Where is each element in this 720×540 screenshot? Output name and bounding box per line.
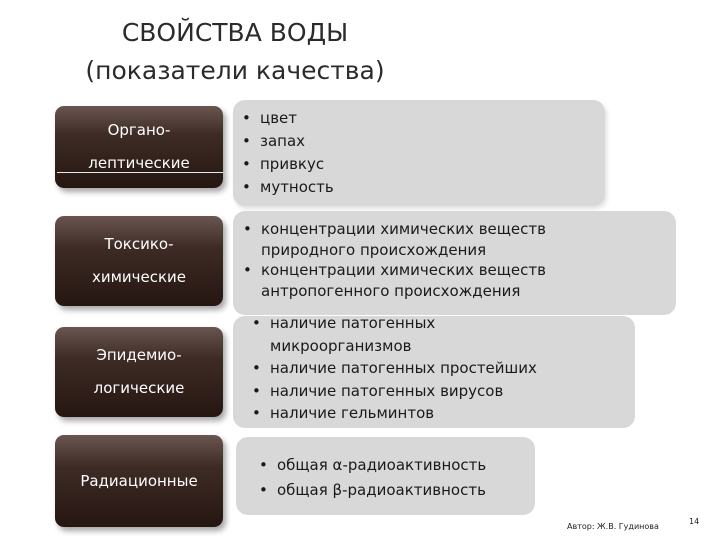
category-organoleptic	[55, 106, 223, 188]
category-radiation-line1: Радиационные	[80, 471, 198, 490]
list-item: • привкус	[242, 153, 334, 176]
list-item	[252, 312, 537, 357]
list-item	[243, 260, 546, 301]
radiation-suffix: -радиоактивность	[342, 481, 486, 499]
category-toxicological-line2: химические	[91, 268, 187, 286]
radiation-suffix: -радиоактивность	[342, 456, 487, 474]
list-item: • мутность	[242, 176, 334, 199]
list-item-line1: наличие патогенных	[270, 314, 436, 332]
strike-line	[57, 172, 223, 173]
radiation-prefix: общая	[277, 481, 333, 499]
category-organoleptic-line2: лептические	[88, 154, 190, 172]
beta-symbol: β	[332, 481, 343, 499]
category-epidemiological-line1: Эпидемио-	[96, 346, 182, 364]
list-item-line2: природного происхождения	[261, 240, 487, 259]
category-epidemiological-line2: логические	[93, 379, 185, 397]
category-toxicological-line1: Токсико-	[104, 235, 174, 253]
list-item-line1: концентрации химических веществ	[261, 261, 546, 279]
radiation-list	[259, 453, 486, 503]
category-toxicological	[55, 216, 223, 306]
epidemiological-list	[252, 312, 537, 425]
alpha-symbol: α	[332, 456, 343, 474]
list-item-line1: концентрации химических веществ	[261, 220, 546, 238]
list-item	[259, 478, 486, 503]
radiation-prefix: общая	[277, 456, 333, 474]
list-item: • наличие патогенных простейших	[252, 357, 537, 380]
list-item-line2: антропогенного происхождения	[261, 281, 521, 300]
list-item: • цвет	[242, 107, 334, 130]
list-item-line2: микроорганизмов	[270, 336, 412, 355]
title-line-1: СВОЙСТВА ВОДЫ	[121, 18, 349, 47]
slide-title	[40, 14, 430, 90]
list-item	[259, 453, 486, 478]
list-item: • наличие патогенных вирусов	[252, 380, 537, 403]
organoleptic-list	[242, 107, 334, 199]
category-organoleptic-line1: Органо-	[107, 121, 171, 139]
toxicological-list	[243, 219, 546, 301]
list-item: • запах	[242, 130, 334, 153]
category-epidemiological	[55, 327, 223, 417]
list-item: • наличие гельминтов	[252, 402, 537, 425]
list-item	[243, 219, 546, 260]
category-radiation	[55, 435, 223, 527]
page-number: 14	[689, 517, 700, 526]
title-line-2: (показатели качества)	[85, 56, 385, 85]
author-credit: Автор: Ж.В. Гудинова	[567, 522, 659, 531]
